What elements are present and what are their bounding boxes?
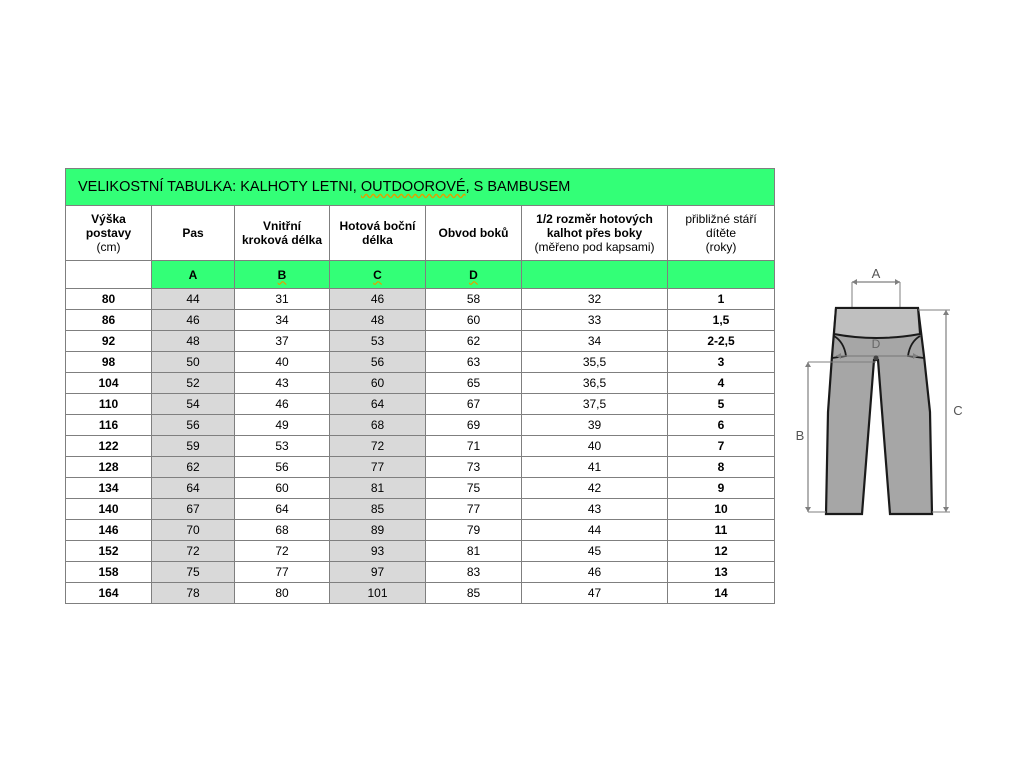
cell-hip: 69	[426, 415, 522, 436]
cell-inseam: 68	[235, 520, 330, 541]
cell-half-width: 34	[522, 331, 668, 352]
table-row	[66, 373, 775, 394]
cell-waist: 64	[152, 478, 235, 499]
cell-age: 13	[668, 562, 775, 583]
cell-half-width: 42	[522, 478, 668, 499]
table-row	[66, 289, 775, 310]
letter-b: B	[235, 261, 330, 289]
letters-empty-2	[522, 261, 668, 289]
cell-age: 10	[668, 499, 775, 520]
label-b: B	[795, 428, 805, 443]
label-c: C	[953, 403, 963, 418]
cell-half-width: 32	[522, 289, 668, 310]
cell-inseam: 64	[235, 499, 330, 520]
cell-age: 14	[668, 583, 775, 604]
cell-hip: 71	[426, 436, 522, 457]
cell-hip: 77	[426, 499, 522, 520]
cell-hip: 63	[426, 352, 522, 373]
table-row	[66, 394, 775, 415]
cell-inseam: 43	[235, 373, 330, 394]
cell-waist: 50	[152, 352, 235, 373]
cell-height: 98	[66, 352, 152, 373]
cell-hip: 85	[426, 583, 522, 604]
header-side-length: Hotová boční délka	[330, 206, 426, 261]
label-d: D	[871, 337, 881, 351]
cell-side-length: 93	[330, 541, 426, 562]
cell-inseam: 72	[235, 541, 330, 562]
cell-half-width: 46	[522, 562, 668, 583]
cell-hip: 75	[426, 478, 522, 499]
header-half-width: 1/2 rozměr hotových kalhot přes boky (měřeno pod kapsami)	[522, 206, 668, 261]
cell-side-length: 89	[330, 520, 426, 541]
cell-height: 164	[66, 583, 152, 604]
waistband	[834, 308, 920, 338]
cell-age: 7	[668, 436, 775, 457]
cell-hip: 83	[426, 562, 522, 583]
cell-age: 12	[668, 541, 775, 562]
size-table	[65, 168, 775, 604]
letter-c: C	[330, 261, 426, 289]
cell-age: 1	[668, 289, 775, 310]
cell-height: 80	[66, 289, 152, 310]
cell-half-width: 41	[522, 457, 668, 478]
cell-height: 146	[66, 520, 152, 541]
cell-age: 6	[668, 415, 775, 436]
cell-side-length: 72	[330, 436, 426, 457]
cell-waist: 48	[152, 331, 235, 352]
cell-side-length: 56	[330, 352, 426, 373]
table-row	[66, 541, 775, 562]
cell-age: 3	[668, 352, 775, 373]
table-row	[66, 520, 775, 541]
cell-height: 128	[66, 457, 152, 478]
header-hip: Obvod boků	[426, 206, 522, 261]
cell-side-length: 60	[330, 373, 426, 394]
cell-height: 134	[66, 478, 152, 499]
letter-a: A	[152, 261, 235, 289]
cell-side-length: 97	[330, 562, 426, 583]
cell-height: 158	[66, 562, 152, 583]
cell-waist: 56	[152, 415, 235, 436]
cell-waist: 54	[152, 394, 235, 415]
cell-waist: 52	[152, 373, 235, 394]
label-a: A	[871, 266, 881, 281]
cell-height: 104	[66, 373, 152, 394]
cell-half-width: 44	[522, 520, 668, 541]
cell-height: 116	[66, 415, 152, 436]
cell-waist: 62	[152, 457, 235, 478]
cell-height: 86	[66, 310, 152, 331]
cell-waist: 46	[152, 310, 235, 331]
cell-side-length: 85	[330, 499, 426, 520]
cell-half-width: 36,5	[522, 373, 668, 394]
cell-inseam: 46	[235, 394, 330, 415]
cell-hip: 60	[426, 310, 522, 331]
cell-half-width: 47	[522, 583, 668, 604]
cell-height: 92	[66, 331, 152, 352]
cell-waist: 72	[152, 541, 235, 562]
cell-half-width: 33	[522, 310, 668, 331]
letters-empty-3	[668, 261, 775, 289]
table-row	[66, 499, 775, 520]
cell-inseam: 40	[235, 352, 330, 373]
header-waist: Pas	[152, 206, 235, 261]
cell-side-length: 68	[330, 415, 426, 436]
cell-hip: 73	[426, 457, 522, 478]
header-row	[66, 206, 775, 261]
cell-inseam: 34	[235, 310, 330, 331]
table-row	[66, 457, 775, 478]
cell-height: 140	[66, 499, 152, 520]
cell-hip: 79	[426, 520, 522, 541]
cell-inseam: 49	[235, 415, 330, 436]
cell-height: 152	[66, 541, 152, 562]
header-inseam: Vnitřní kroková délka	[235, 206, 330, 261]
cell-half-width: 45	[522, 541, 668, 562]
cell-half-width: 37,5	[522, 394, 668, 415]
cell-hip: 62	[426, 331, 522, 352]
cell-hip: 58	[426, 289, 522, 310]
cell-side-length: 48	[330, 310, 426, 331]
letter-d: D	[426, 261, 522, 289]
cell-waist: 78	[152, 583, 235, 604]
cell-inseam: 56	[235, 457, 330, 478]
cell-inseam: 60	[235, 478, 330, 499]
table-row	[66, 310, 775, 331]
cell-side-length: 81	[330, 478, 426, 499]
cell-side-length: 101	[330, 583, 426, 604]
letters-row	[66, 261, 775, 289]
table-row	[66, 562, 775, 583]
cell-inseam: 31	[235, 289, 330, 310]
title-text: VELIKOSTNÍ TABULKA: KALHOTY LETNI,	[78, 179, 361, 195]
title-row	[66, 169, 775, 206]
cell-side-length: 53	[330, 331, 426, 352]
cell-side-length: 46	[330, 289, 426, 310]
cell-age: 9	[668, 478, 775, 499]
cell-age: 11	[668, 520, 775, 541]
title-suffix: , S BAMBUSEM	[465, 179, 571, 195]
cell-inseam: 80	[235, 583, 330, 604]
cell-waist: 59	[152, 436, 235, 457]
cell-age: 8	[668, 457, 775, 478]
cell-half-width: 35,5	[522, 352, 668, 373]
cell-side-length: 77	[330, 457, 426, 478]
table-row	[66, 478, 775, 499]
cell-hip: 81	[426, 541, 522, 562]
cell-age: 1,5	[668, 310, 775, 331]
header-age: přibližné stáří dítěte (roky)	[668, 206, 775, 261]
table-title	[66, 169, 775, 206]
header-height: Výška postavy (cm)	[66, 206, 152, 261]
cell-age: 5	[668, 394, 775, 415]
table-row	[66, 352, 775, 373]
cell-waist: 44	[152, 289, 235, 310]
title-squiggle-word: OUTDOOROVÉ	[360, 179, 466, 195]
pants-diagram	[790, 262, 970, 522]
cell-height: 110	[66, 394, 152, 415]
letters-empty	[66, 261, 152, 289]
cell-half-width: 39	[522, 415, 668, 436]
cell-waist: 75	[152, 562, 235, 583]
cell-age: 4	[668, 373, 775, 394]
cell-half-width: 43	[522, 499, 668, 520]
cell-half-width: 40	[522, 436, 668, 457]
cell-waist: 70	[152, 520, 235, 541]
cell-inseam: 53	[235, 436, 330, 457]
table-row	[66, 331, 775, 352]
cell-height: 122	[66, 436, 152, 457]
cell-hip: 67	[426, 394, 522, 415]
cell-inseam: 37	[235, 331, 330, 352]
cell-inseam: 77	[235, 562, 330, 583]
cell-side-length: 64	[330, 394, 426, 415]
cell-waist: 67	[152, 499, 235, 520]
table-row	[66, 583, 775, 604]
cell-hip: 65	[426, 373, 522, 394]
table-row	[66, 436, 775, 457]
table-row	[66, 415, 775, 436]
cell-age: 2-2,5	[668, 331, 775, 352]
